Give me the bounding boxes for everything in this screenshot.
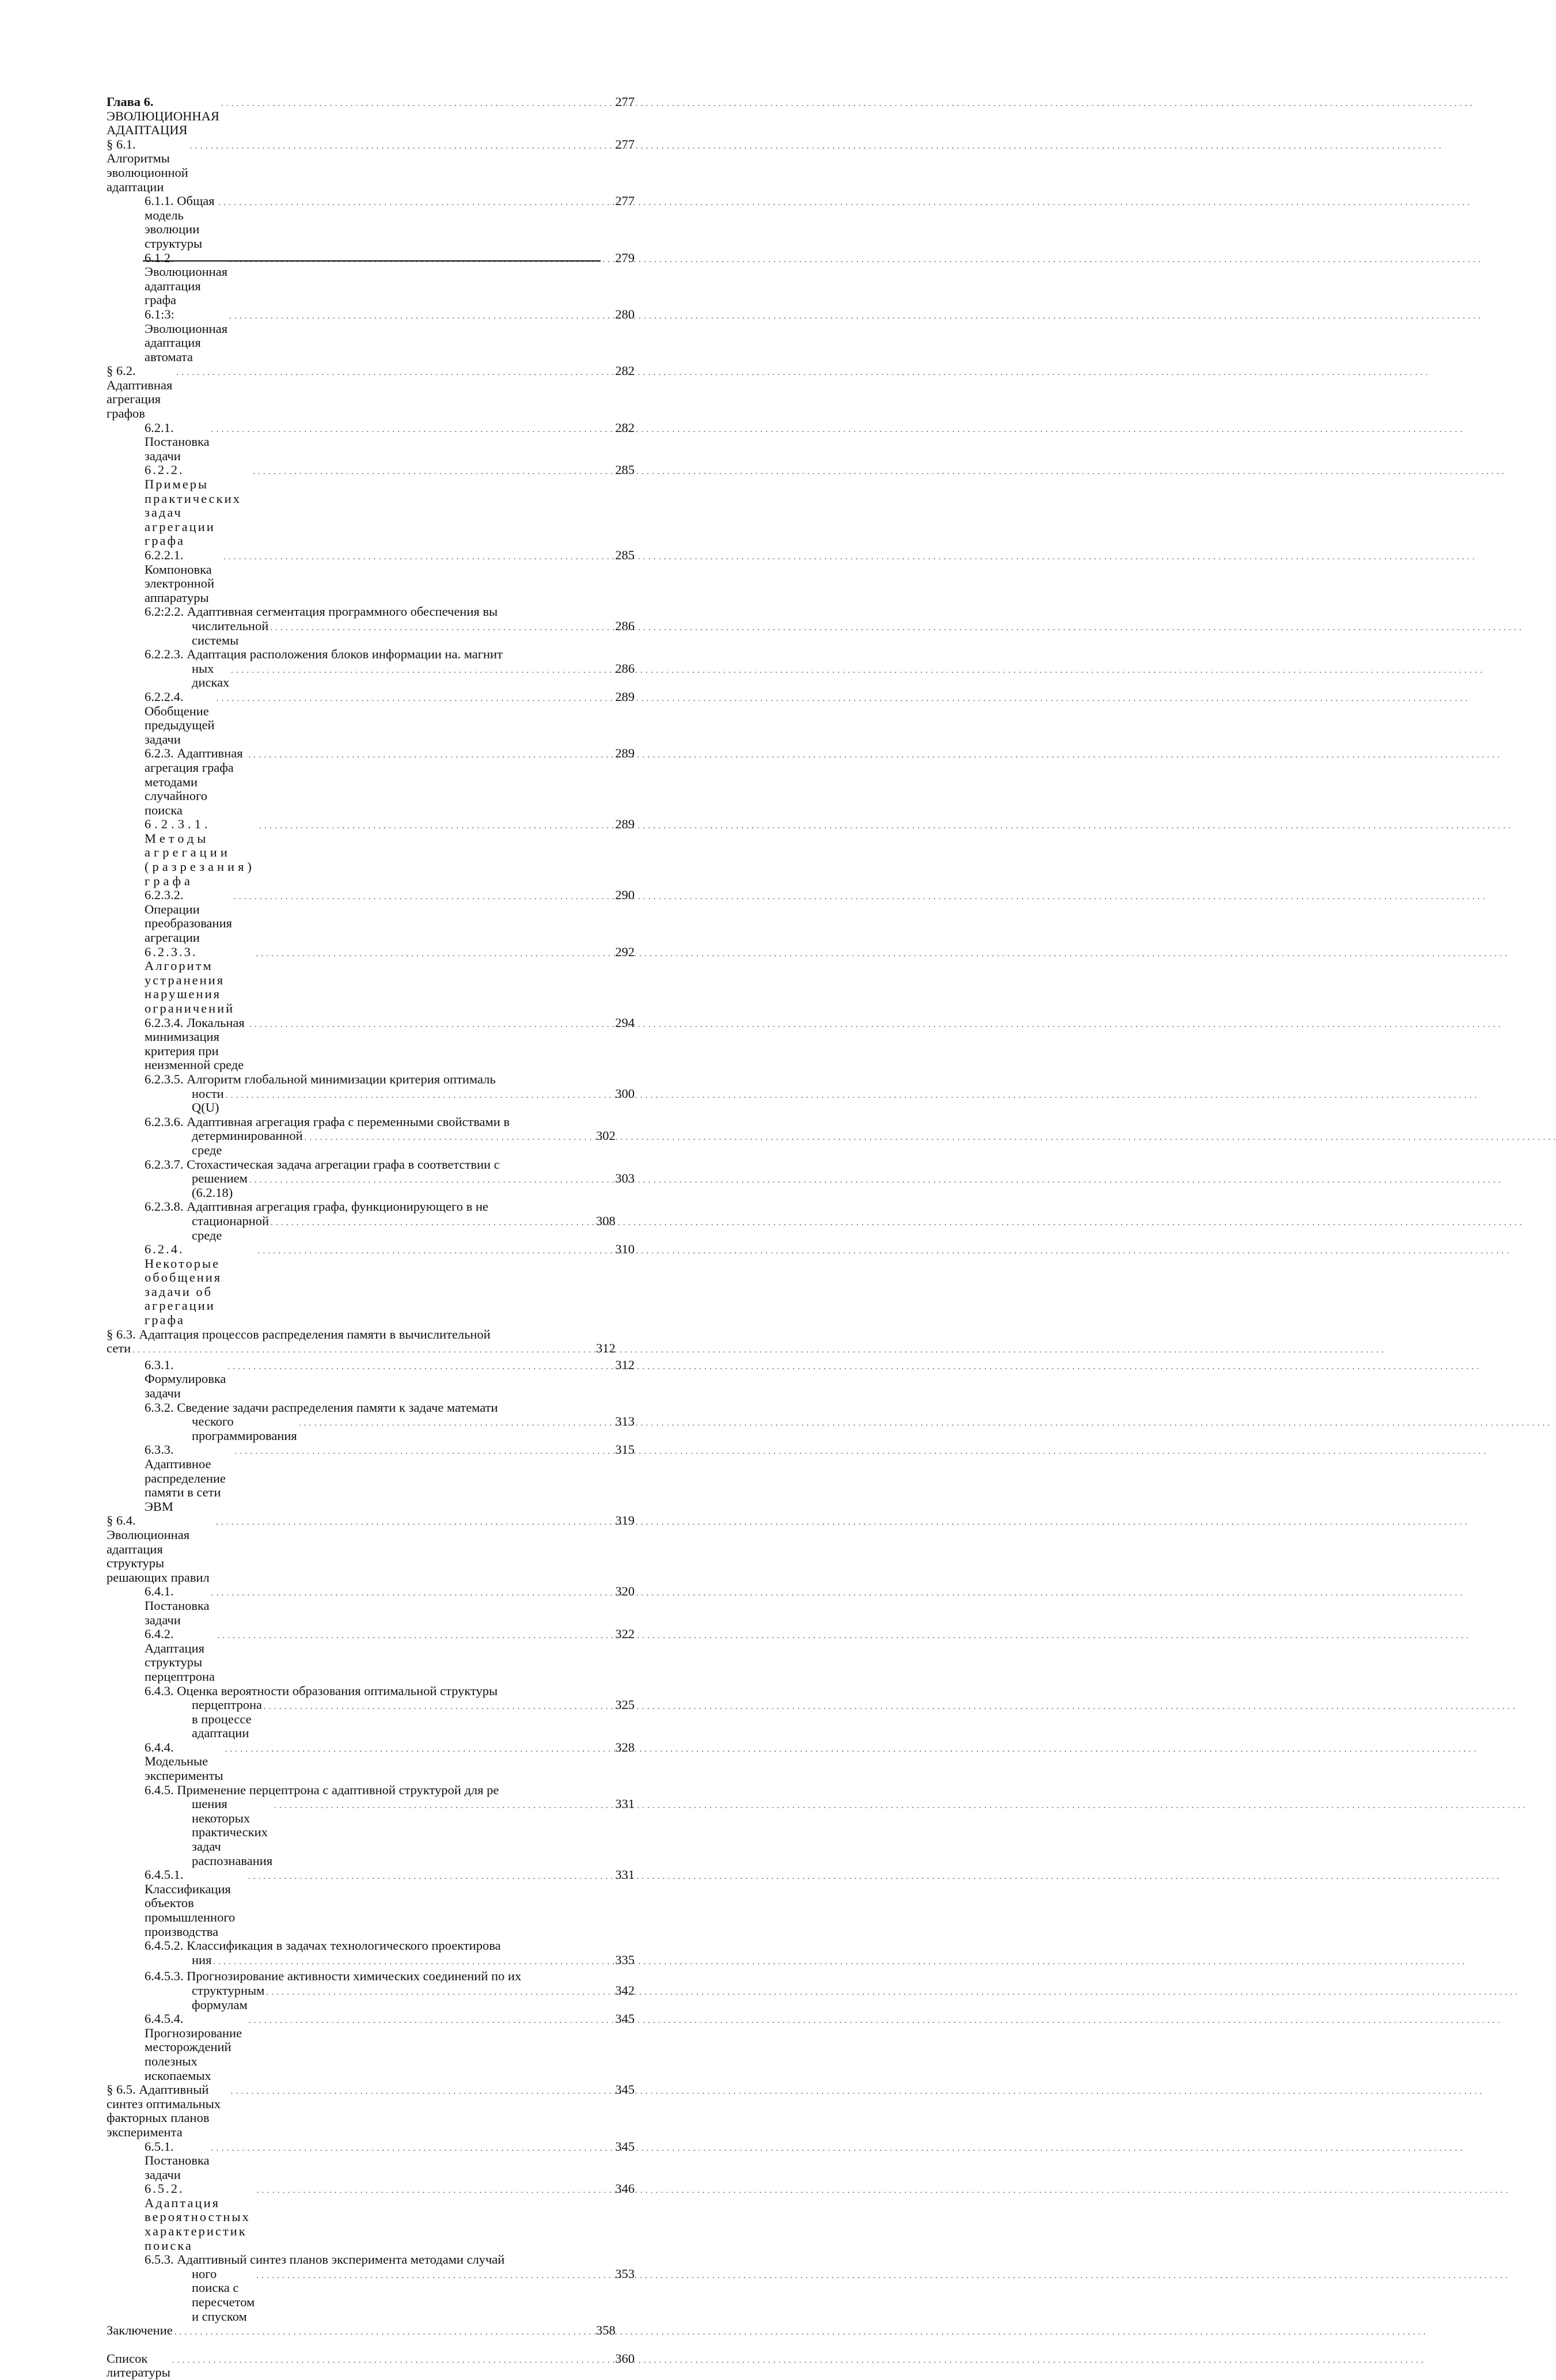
toc-entry-title	[145, 463, 251, 548]
dot-leader	[231, 2085, 610, 2099]
toc-entry-page: 345	[615, 2082, 635, 2097]
toc-entry-number: 6.3.2.	[145, 1400, 174, 1415]
toc-entry[interactable]	[107, 2012, 636, 2083]
toc-entry-number: Глава 6.	[107, 94, 154, 109]
toc-entry-number: 6.5.3.	[145, 2252, 174, 2267]
toc-entry[interactable]	[107, 364, 636, 420]
toc-entry-title	[145, 690, 215, 746]
dot-leader	[221, 97, 610, 112]
toc-entry-title	[145, 308, 227, 364]
toc-entry-number: 6.2.3.3.	[145, 944, 198, 959]
toc-entry-title	[145, 421, 210, 464]
dot-leader	[258, 1245, 610, 1259]
toc-entry[interactable]	[107, 2083, 636, 2139]
toc-entry-text: Эволюционная адаптация структуры решающих правил	[107, 1527, 210, 1585]
dot-leader	[211, 1587, 610, 1601]
toc-entry-text: Сведение задачи распределения памяти к задаче математи	[177, 1400, 498, 1415]
toc-entry-page: 313	[615, 1414, 635, 1429]
toc-entry-number: 6.5.1.	[145, 2139, 174, 2154]
toc-entry-page: 282	[615, 420, 635, 435]
toc-entry-title	[145, 1969, 521, 1984]
toc-entry-number: 6.4.4.	[145, 1739, 174, 1754]
toc-entry-number: 6.4.1.	[145, 1584, 174, 1599]
toc-entry-page: 345	[615, 2139, 635, 2154]
toc-entry-page: 292	[615, 944, 635, 959]
toc-entry-page: 303	[615, 1171, 635, 1186]
dot-leader	[172, 2354, 610, 2368]
toc-entry-text: Прогнозирование месторождений полезных ископаемых	[145, 2025, 242, 2083]
document-page	[0, 0, 691, 2380]
toc-entry[interactable]	[107, 1868, 636, 1939]
dot-leader	[216, 1516, 610, 1530]
toc-entry-title	[145, 1783, 499, 1798]
toc-entry-title	[145, 1585, 210, 1627]
toc-entry[interactable]	[107, 888, 636, 945]
dot-leader	[253, 465, 610, 480]
toc-entry-page: 308	[596, 1213, 616, 1228]
toc-entry[interactable]	[107, 308, 636, 364]
toc-entry-title	[145, 605, 498, 619]
toc-entry[interactable]	[107, 1115, 636, 1158]
dot-leader	[264, 1700, 610, 1715]
toc-entry[interactable]	[107, 251, 636, 308]
toc-entry-text: Примеры практических задач агрегации графа	[145, 477, 241, 548]
toc-entry-title	[145, 1868, 246, 1939]
toc-entry-title	[145, 1358, 226, 1401]
toc-entry-text: Адаптивное распределение памяти в сети ЭВМ	[145, 1457, 226, 1514]
dot-leader	[249, 1174, 610, 1188]
dot-leader	[249, 1018, 610, 1033]
toc-entry-title	[145, 1072, 496, 1087]
toc-entry-continuation: ческого программирования	[192, 1414, 297, 1443]
toc-entry-number: 6.4.5.1.	[145, 1867, 184, 1882]
toc-entry-title	[107, 95, 219, 138]
toc-entry-text: Адаптация структуры перцептрона	[145, 1640, 215, 1684]
dot-leader	[225, 1743, 610, 1757]
toc-entry-page: 335	[615, 1952, 635, 1967]
toc-entry-number: 6.4.5.2.	[145, 1938, 184, 1953]
toc-entry-text: Операции преобразования агрегации	[145, 901, 232, 945]
toc-entry-number: § 6.2.	[107, 363, 136, 378]
toc-entry-page: 282	[615, 363, 635, 378]
toc-entry-title	[145, 945, 254, 1016]
dot-leader	[217, 1629, 610, 1644]
toc-entry-number: 6.4.5.4.	[145, 2011, 184, 2026]
toc-entry[interactable]	[107, 1328, 636, 1358]
toc-entry-title	[145, 1242, 256, 1328]
toc-entry-text: Локальная минимизация критерия при неизменной среде	[145, 1015, 245, 1072]
toc-entry-continuation: детерминированной среде	[192, 1128, 303, 1157]
toc-entry-number: § 6.4.	[107, 1513, 136, 1528]
toc-entry-page: 289	[615, 817, 635, 832]
toc-entry-continuation: ности Q(U)	[192, 1086, 224, 1115]
toc-entry-number: 6.1.1.	[145, 194, 174, 209]
toc-entry-number: 6.2.2.	[145, 463, 184, 477]
toc-entry-page: 353	[615, 2266, 635, 2281]
toc-entry-number: 6.2.3.2.	[145, 888, 184, 903]
toc-entry-title	[107, 364, 175, 420]
table-of-contents	[107, 95, 636, 2380]
toc-entry-text: Прогнозирование активности химических соединений по их	[187, 1969, 522, 1984]
toc-entry-text: Адаптивная сегментация программного обеспечения вы	[187, 604, 498, 619]
toc-entry[interactable]	[107, 1741, 636, 1783]
dot-leader	[174, 2326, 594, 2340]
toc-entry[interactable]	[107, 2324, 636, 2340]
toc-entry-continuation: сети	[107, 1341, 131, 1356]
toc-entry[interactable]	[107, 1200, 636, 1242]
dot-leader	[223, 551, 610, 565]
toc-entry-page: 285	[615, 463, 635, 477]
toc-entry-text: Эволюционная адаптация графа	[145, 264, 228, 308]
dot-leader	[211, 2142, 610, 2157]
toc-entry-number: 6.4.2.	[145, 1627, 174, 1642]
toc-entry-continuation: структурным формулам	[192, 1983, 265, 2012]
toc-entry-text: Алгоритм глобальной минимизации критерия оптималь	[187, 1071, 496, 1086]
toc-entry[interactable]	[107, 2352, 636, 2380]
toc-entry-text: Список литературы	[107, 2351, 170, 2380]
dot-leader	[249, 749, 610, 763]
toc-entry-text: Адаптивная агрегация графа с переменными свойствами в	[187, 1114, 510, 1129]
toc-entry-text: Адаптивный синтез планов эксперимента методами случай	[177, 2252, 505, 2267]
toc-entry-text: Классификация объектов промышленного производства	[145, 1881, 236, 1939]
toc-entry-title	[145, 2140, 210, 2182]
toc-entry-title	[145, 888, 232, 945]
toc-entry-page: 345	[615, 2011, 635, 2026]
toc-entry[interactable]	[107, 2253, 636, 2324]
dot-leader	[227, 1360, 610, 1375]
toc-entry[interactable]	[107, 548, 636, 605]
toc-entry-page: 319	[615, 1513, 635, 1528]
toc-entry[interactable]	[107, 1585, 636, 1627]
dot-leader	[248, 1870, 610, 1885]
toc-entry-text: Компоновка электронной аппаратуры	[145, 562, 215, 605]
dot-leader	[259, 820, 610, 834]
toc-entry-title	[145, 548, 222, 605]
toc-entry[interactable]	[107, 1969, 636, 2012]
toc-entry-text: Постановка задачи	[145, 434, 210, 463]
toc-entry-text: Постановка задачи	[145, 1598, 210, 1627]
toc-entry-text: Адаптация расположения блоков информации на. магнит	[187, 647, 503, 662]
toc-entry-text: Адаптивная агрегация графа методами случайного поиска	[145, 746, 243, 817]
toc-entry[interactable]	[107, 1443, 636, 1514]
toc-entry[interactable]	[107, 1072, 636, 1115]
toc-entry-page: 360	[615, 2351, 635, 2366]
toc-entry-title	[145, 1200, 488, 1214]
toc-entry-text: Общая модель эволюции структуры	[145, 194, 215, 251]
toc-entry-page: 289	[615, 746, 635, 761]
dot-leader	[226, 1089, 610, 1104]
dot-leader	[271, 1216, 594, 1231]
toc-entry[interactable]	[107, 1783, 636, 1869]
toc-entry-page: 290	[615, 888, 635, 903]
toc-entry-continuation: шения некоторых практических задач распознавания	[192, 1797, 273, 1868]
toc-entry-text: Стохастическая задача агрегации графа в соответствии с	[187, 1157, 500, 1172]
toc-entry-text: Модельные эксперименты	[145, 1754, 223, 1783]
toc-entry-title	[145, 1627, 215, 1684]
toc-entry-continuation: числительной системы	[192, 618, 269, 647]
dot-leader	[229, 310, 610, 324]
toc-entry[interactable]	[107, 2182, 636, 2253]
toc-entry[interactable]	[107, 194, 636, 251]
dot-leader	[217, 692, 610, 707]
dot-leader	[256, 948, 610, 962]
toc-entry-page: 285	[615, 548, 635, 562]
dot-leader	[256, 2269, 610, 2284]
toc-entry-page: 331	[615, 1797, 635, 1811]
toc-entry-number: 6.2.4.	[145, 1242, 184, 1257]
toc-entry-page: 286	[615, 618, 635, 633]
toc-entry-page: 310	[615, 1242, 635, 1257]
toc-entry-page: 342	[615, 1983, 635, 1998]
toc-entry[interactable]	[107, 1358, 636, 1401]
toc-entry-number: 6.2.3.	[145, 746, 174, 761]
dot-leader	[132, 1344, 594, 1358]
toc-entry[interactable]	[107, 95, 636, 138]
toc-entry-page: 277	[615, 137, 635, 151]
toc-entry-page: 302	[596, 1128, 616, 1143]
toc-entry[interactable]	[107, 1514, 636, 1585]
toc-entry-continuation: перцептрона в процессе адаптации	[192, 1697, 262, 1741]
toc-entry-text: Методы агрегации (разрезания) графа	[145, 831, 255, 888]
toc-entry[interactable]	[107, 690, 636, 746]
toc-entry[interactable]	[107, 647, 636, 690]
toc-entry-page: 320	[615, 1584, 635, 1599]
toc-entry-title	[145, 1158, 500, 1172]
toc-entry[interactable]	[107, 1627, 636, 1684]
toc-entry-number: 6.1.2.	[145, 250, 174, 265]
toc-entry[interactable]	[107, 945, 636, 1016]
toc-entry-continuation: решением (6.2.18)	[192, 1171, 248, 1200]
toc-entry-text: Адаптивная агрегация графа, функционирующего в не	[187, 1199, 488, 1214]
toc-entry-title	[107, 138, 188, 194]
toc-entry-title	[145, 1939, 501, 1953]
toc-entry-title	[145, 1443, 233, 1514]
toc-entry-text: Применение перцептрона с адаптивной структурой для ре	[177, 1782, 499, 1797]
toc-entry-number: 6.2:2.2.	[145, 604, 184, 619]
toc-entry-page: 294	[615, 1015, 635, 1030]
toc-entry-text: Некоторые обобщения задачи об агрегации графа	[145, 1256, 222, 1328]
toc-entry[interactable]	[107, 817, 636, 888]
dot-leader	[266, 1986, 610, 2000]
toc-entry[interactable]	[107, 605, 636, 647]
toc-entry-text: Адаптивный синтез оптимальных факторных планов эксперимента	[107, 2082, 221, 2139]
toc-entry-title	[145, 647, 503, 662]
toc-entry-number: 6.4.5.3.	[145, 1969, 184, 1984]
toc-entry-title	[145, 2182, 255, 2253]
toc-entry-number: 6.2.3.4.	[145, 1015, 184, 1030]
toc-entry-text: Заключение	[107, 2323, 173, 2338]
dot-leader	[257, 2184, 610, 2199]
toc-entry-text: Постановка задачи	[145, 2153, 210, 2182]
toc-entry-number: 6.2.2.3.	[145, 647, 184, 662]
dot-leader	[234, 890, 610, 905]
toc-entry-title	[107, 2083, 229, 2139]
dot-leader	[305, 1131, 594, 1146]
toc-entry-number: 6.2.2.1.	[145, 548, 184, 562]
toc-entry[interactable]	[107, 2140, 636, 2182]
toc-entry-title	[107, 2324, 173, 2338]
dot-leader	[249, 2014, 610, 2029]
toc-entry[interactable]	[107, 421, 636, 464]
toc-entry-page: 300	[615, 1086, 635, 1101]
toc-entry-page: 277	[615, 94, 635, 109]
toc-entry-number: 6.2.3.6.	[145, 1114, 184, 1129]
toc-entry-title	[145, 817, 257, 888]
toc-entry-title	[107, 1514, 214, 1585]
toc-entry-title	[145, 1684, 498, 1699]
dot-leader	[270, 621, 610, 636]
toc-entry[interactable]	[107, 1684, 636, 1741]
toc-entry[interactable]	[107, 463, 636, 548]
toc-entry-number: 6.4.5.	[145, 1782, 174, 1797]
toc-entry-number: § 6.1.	[107, 137, 136, 151]
toc-entry-title	[145, 746, 247, 817]
toc-entry-text: Оценка вероятности образования оптимальной структуры	[177, 1683, 498, 1698]
toc-entry[interactable]	[107, 746, 636, 817]
toc-entry-page: 358	[596, 2323, 616, 2338]
toc-entry-text: Обобщение предыдущей задачи	[145, 703, 215, 746]
dot-leader	[213, 1955, 610, 1970]
toc-entry-number: § 6.3.	[107, 1327, 136, 1341]
toc-entry-title	[107, 2352, 170, 2380]
toc-entry[interactable]	[107, 1158, 636, 1200]
toc-entry-text: Адаптивная агрегация графов	[107, 377, 173, 421]
toc-entry[interactable]	[107, 1242, 636, 1328]
toc-entry-number: 6.3.3.	[145, 1442, 174, 1457]
toc-entry-page: 315	[615, 1442, 635, 1457]
toc-entry-page: 312	[615, 1357, 635, 1372]
toc-entry-number: § 6.5.	[107, 2082, 136, 2097]
dot-leader	[234, 1445, 610, 1460]
toc-entry[interactable]	[107, 1016, 636, 1072]
toc-entry-number: 6.3.1.	[145, 1357, 174, 1372]
toc-entry-page: 286	[615, 661, 635, 676]
toc-entry-page: 328	[615, 1739, 635, 1754]
dot-leader	[177, 366, 610, 381]
toc-entry-text: Адаптация процессов распределения памяти в вычислительной	[139, 1327, 491, 1341]
toc-entry[interactable]	[107, 1939, 636, 1969]
toc-entry-text: Классификация в задачах технологического проектирова	[187, 1938, 501, 1953]
toc-entry-page: 280	[615, 306, 635, 321]
toc-entry-title	[145, 2253, 504, 2267]
dot-leader	[274, 1799, 610, 1814]
toc-entry[interactable]	[107, 138, 636, 194]
toc-entry-title	[145, 1016, 248, 1072]
toc-entry-text: Адаптация вероятностных характеристик поиска	[145, 2195, 251, 2253]
toc-entry-text: Формулировка задачи	[145, 1371, 226, 1401]
toc-entry-number: 6.2.3.1.	[145, 817, 211, 832]
toc-entry[interactable]	[107, 1401, 636, 1443]
toc-entry-page: 289	[615, 689, 635, 704]
toc-entry-number: 6.2.3.8.	[145, 1199, 184, 1214]
toc-entry-continuation: ного поиска с пересчетом и спуском	[192, 2266, 255, 2324]
toc-entry-continuation: ных дисках	[192, 661, 230, 690]
toc-entry-title	[107, 1328, 491, 1342]
toc-gap	[107, 2340, 636, 2352]
toc-entry-title	[145, 2012, 247, 2083]
toc-entry-continuation: стационарной среде	[192, 1213, 270, 1242]
toc-entry-number: 6.1:3:	[145, 306, 174, 321]
toc-entry-text: Алгоритмы эволюционной адаптации	[107, 151, 188, 194]
toc-entry-number: 6.2.1.	[145, 420, 174, 435]
dot-leader	[299, 1417, 610, 1431]
dot-leader	[231, 664, 610, 679]
toc-entry-text: ЭВОЛЮЦИОННАЯ АДАПТАЦИЯ	[107, 108, 219, 138]
toc-entry-continuation: ния	[192, 1952, 212, 1967]
toc-entry-page: 325	[615, 1697, 635, 1712]
toc-entry-number: 6.2.3.5.	[145, 1071, 184, 1086]
toc-entry-page: 322	[615, 1627, 635, 1642]
dot-leader	[219, 196, 610, 211]
toc-entry-number: 6.2.2.4.	[145, 689, 184, 704]
dot-leader	[190, 140, 610, 154]
toc-entry-number: 6.4.3.	[145, 1683, 174, 1698]
toc-entry-number: 6.2.3.7.	[145, 1157, 184, 1172]
toc-entry-page: 277	[615, 194, 635, 209]
toc-entry-text: Алгоритм устранения нарушения ограничений	[145, 958, 235, 1015]
toc-entry-page: 312	[596, 1341, 616, 1356]
page-divider-line	[143, 260, 601, 262]
toc-entry-text: Эволюционная адаптация автомата	[145, 321, 228, 364]
toc-entry-page: 331	[615, 1867, 635, 1882]
toc-entry-title	[145, 251, 227, 308]
toc-entry-title	[145, 1401, 498, 1415]
toc-entry-title	[145, 194, 217, 251]
toc-entry-number: 6.5.2.	[145, 2181, 184, 2196]
toc-entry-title	[145, 1115, 510, 1130]
toc-entry-page: 346	[615, 2181, 635, 2196]
toc-entry-title	[145, 1741, 223, 1783]
toc-entry-page: 279	[615, 250, 635, 265]
dot-leader	[211, 423, 610, 438]
